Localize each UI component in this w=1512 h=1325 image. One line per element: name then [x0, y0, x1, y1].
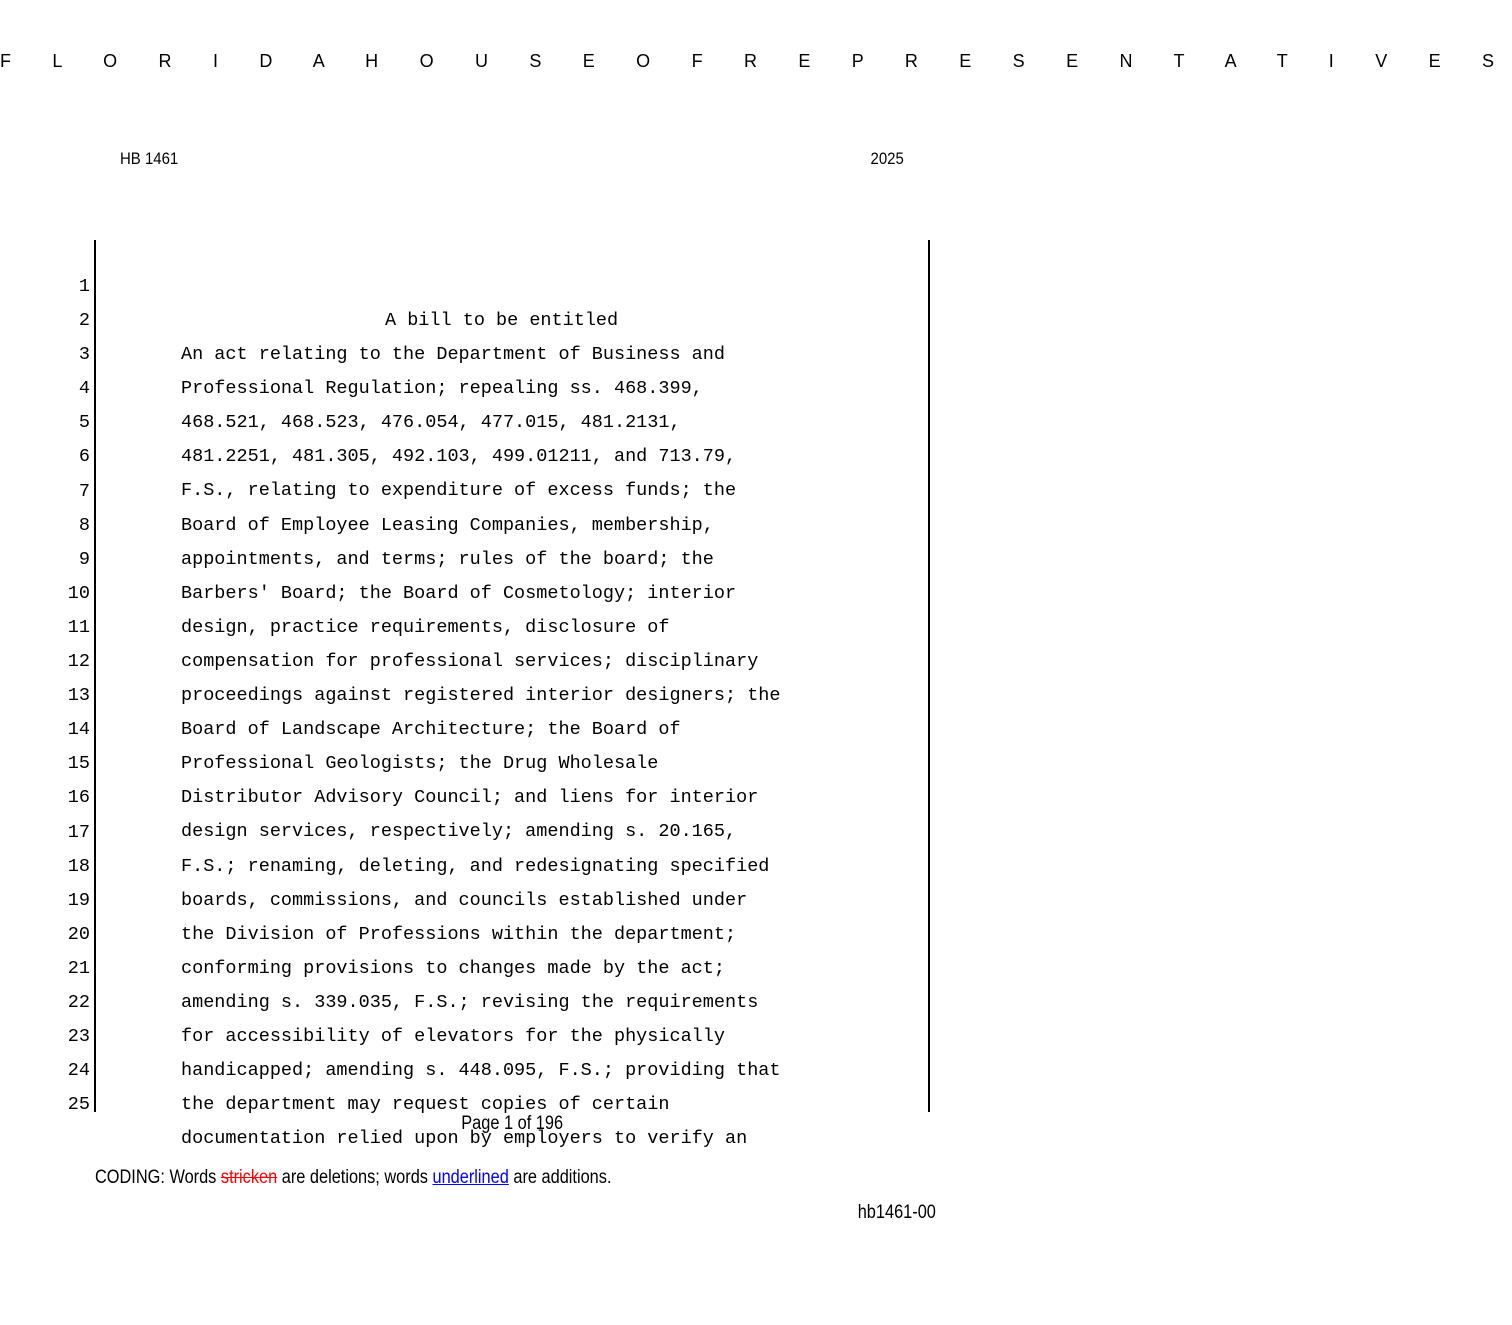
line-text: 481.2251, 481.305, 492.103, 499.01211, and 713.79, [181, 446, 737, 468]
bill-number: HB 1461 [120, 149, 179, 168]
line-number: 6 [78, 446, 90, 468]
line-text: conforming provisions to changes made by the act; [181, 957, 725, 979]
document-code: hb1461-00 [857, 1202, 936, 1223]
line-number: 5 [78, 412, 90, 434]
page-number [0, 1112, 1024, 1136]
line-text: F.S.; renaming, deleting, and redesignating specified [181, 855, 770, 877]
line-text: Board of Employee Leasing Companies, membership, [181, 514, 714, 536]
line-text: compensation for professional services; disciplinary [181, 650, 759, 672]
line-number: 3 [78, 344, 90, 366]
line-number: 4 [78, 378, 90, 400]
line-text: the department may request copies of certain [181, 1094, 670, 1116]
line-text: boards, commissions, and councils established under [181, 889, 748, 911]
line-number: 16 [67, 787, 90, 809]
line-number: 17 [67, 821, 90, 843]
line-text: 468.521, 468.523, 476.054, 477.015, 481.2131, [181, 412, 681, 434]
line-text: design services, respectively; amending s. 20.165, [181, 821, 737, 843]
line-number: 2 [78, 310, 90, 332]
line-number: 19 [67, 889, 90, 911]
line-number: 7 [78, 480, 90, 502]
line-text: handicapped; amending s. 448.095, F.S.; providing that [181, 1060, 781, 1082]
line-text: for accessibility of elevators for the physically [181, 1025, 725, 1047]
line-text: documentation relied upon by employers to verify an [181, 1128, 748, 1150]
coding-middle: are deletions; words [277, 1167, 433, 1188]
line-text: Professional Regulation; repealing ss. 468.399, [181, 378, 703, 400]
line-number: 24 [67, 1060, 90, 1082]
line-number: 12 [67, 651, 90, 673]
line-number: 9 [78, 548, 90, 570]
coding-legend [95, 1166, 611, 1190]
line-number: 8 [78, 514, 90, 536]
line-text: Professional Geologists; the Drug Wholesale [181, 753, 659, 775]
bill-line [0, 236, 1024, 331]
coding-prefix: CODING: Words [95, 1167, 221, 1188]
line-text: the Division of Professions within the department; [181, 923, 737, 945]
line-number: 10 [67, 582, 90, 604]
line-number: 14 [67, 719, 90, 741]
bill-heading: A bill to be entitled [385, 310, 619, 331]
line-text: appointments, and terms; rules of the board; the [181, 548, 714, 570]
line-text: An act relating to the Department of Business and [181, 344, 725, 366]
line-text: Barbers' Board; the Board of Cosmetology; interior [181, 582, 737, 604]
line-text: F.S., relating to expenditure of excess funds; the [181, 480, 737, 502]
line-number: 13 [67, 685, 90, 707]
line-number: 23 [67, 1026, 90, 1048]
line-text: Board of Landscape Architecture; the Board of [181, 719, 681, 741]
coding-stricken-sample: stricken [220, 1167, 278, 1188]
line-number: 20 [67, 923, 90, 945]
coding-suffix: are additions. [508, 1167, 612, 1188]
line-text: design, practice requirements, disclosure of [181, 616, 670, 638]
line-text: amending s. 339.035, F.S.; revising the requirements [181, 991, 759, 1013]
line-number: 15 [67, 753, 90, 775]
line-number: 11 [67, 616, 90, 638]
chamber-title: F L O R I D A H O U S E O F R E P R E S E N T A T I V E S [0, 51, 1512, 71]
line-number: 21 [67, 957, 90, 979]
bill-year: 2025 [870, 149, 904, 168]
line-number: 1 [78, 276, 90, 297]
page-number-label: Page 1 of 196 [461, 1113, 563, 1134]
line-number: 25 [67, 1094, 90, 1116]
line-text: Distributor Advisory Council; and liens for interior [181, 787, 759, 809]
line-number: 22 [67, 991, 90, 1013]
coding-underlined-sample: underlined [432, 1167, 509, 1188]
line-number: 18 [67, 855, 90, 877]
line-text: proceedings against registered interior designers; the [181, 685, 781, 707]
